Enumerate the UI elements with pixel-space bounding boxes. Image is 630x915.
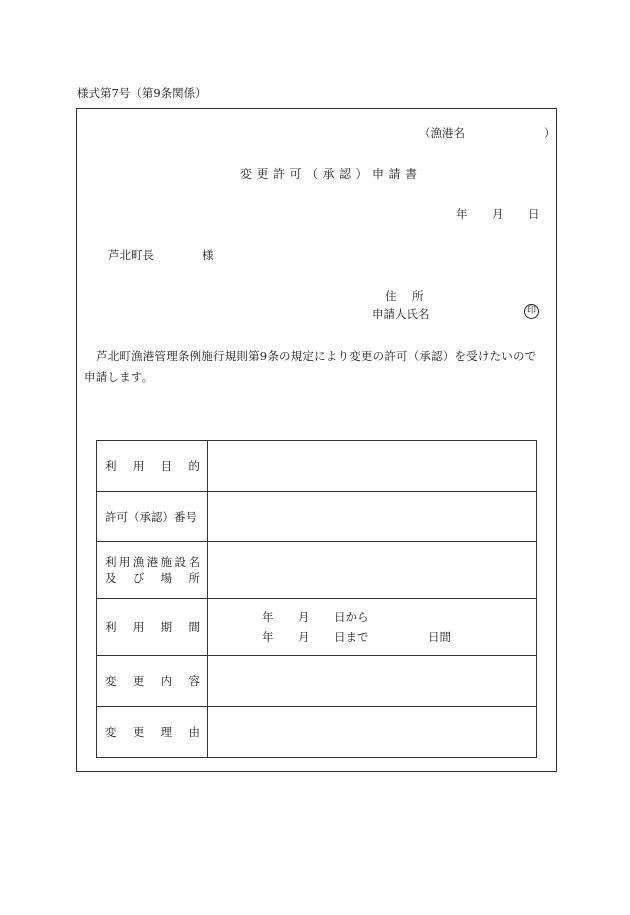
table-row-purpose: [97, 441, 537, 492]
date-year: 年: [456, 207, 468, 221]
change-content-label: 変 更 内 容: [105, 674, 200, 688]
application-statement: 芦北町漁港管理条例施行規則第9条の規定により変更の許可（承認）を受けたいので申請します。: [84, 349, 537, 384]
permit-number-label-cell: [97, 492, 208, 542]
facility-label-line1: 利 用 漁 港 施 設 名: [105, 555, 200, 569]
purpose-char: 利: [105, 459, 117, 473]
to-day: 日まで: [334, 630, 369, 644]
application-details-table: [96, 440, 537, 758]
facility-value-cell[interactable]: [208, 542, 537, 599]
recipient-honorific: 様: [202, 248, 214, 262]
address-label: 住 所: [385, 289, 426, 303]
port-name-field: [419, 125, 556, 141]
port-name-close-paren: ）: [544, 126, 556, 140]
table-row-period: [97, 599, 537, 656]
period-fields: [208, 599, 536, 655]
seal-mark: 印: [524, 304, 539, 319]
permit-number-label: 許可（承認）番号: [105, 509, 197, 524]
port-name-label: （漁港名: [419, 126, 465, 140]
table-row-permit-number: [97, 492, 537, 542]
from-month: 月: [298, 610, 310, 624]
purpose-label: [97, 458, 207, 474]
period-label: 利 用 期 間: [105, 620, 200, 634]
purpose-char: 用: [132, 459, 145, 473]
purpose-value-cell[interactable]: [208, 441, 537, 492]
period-label-cell: [97, 599, 208, 656]
to-month: 月: [298, 630, 310, 644]
change-content-label-cell: [97, 656, 208, 707]
permit-number-value-cell[interactable]: [208, 492, 537, 542]
period-value-cell[interactable]: [208, 599, 537, 656]
total-days: 日間: [428, 630, 451, 644]
change-reason-label: 変 更 理 由: [105, 725, 200, 739]
document-title: 変更許可（承認）申請書: [240, 167, 422, 181]
recipient-name: 芦北町長: [108, 248, 154, 262]
table-row-change-reason: [97, 707, 537, 758]
table-row-facility: [97, 542, 537, 599]
from-year: 年: [262, 610, 274, 624]
change-content-value-cell[interactable]: [208, 656, 537, 707]
change-reason-value-cell[interactable]: [208, 707, 537, 758]
from-day: 日から: [334, 610, 369, 624]
table-row-change-content: [97, 656, 537, 707]
facility-label-cell: [97, 542, 208, 599]
facility-label-line2: 及 び 場 所: [105, 571, 200, 585]
date-day: 日: [528, 207, 540, 221]
date-month: 月: [492, 207, 504, 221]
purpose-char: 的: [188, 459, 200, 473]
change-reason-label-cell: [97, 707, 208, 758]
to-year: 年: [262, 630, 274, 644]
applicant-name-label: 申請人氏名: [372, 307, 430, 321]
purpose-char: 目: [160, 459, 173, 473]
purpose-label-cell: [97, 441, 208, 492]
form-number-label: 様式第7号（第9条関係）: [77, 86, 207, 100]
